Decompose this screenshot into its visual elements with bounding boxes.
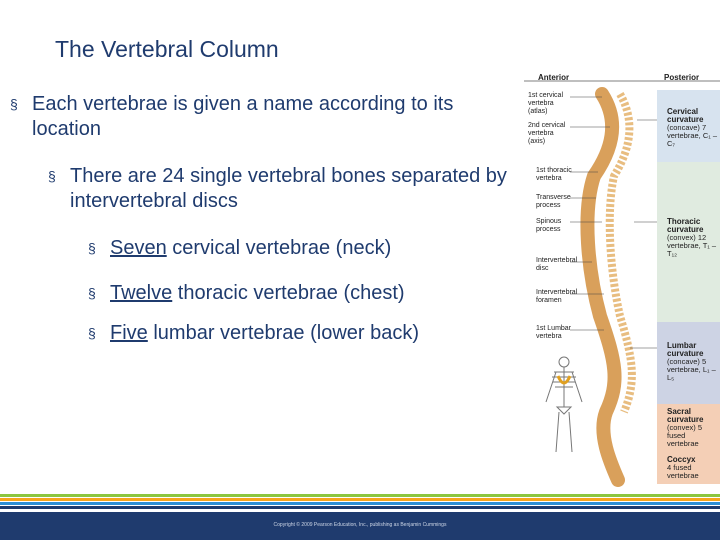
label-spinous-process: Spinous process	[536, 218, 562, 233]
skeleton-icon	[546, 357, 582, 452]
bullet-icon: §	[88, 285, 96, 301]
region-text: thoracic vertebrae (chest)	[172, 282, 405, 304]
bullet-icon: §	[10, 96, 18, 112]
label-lumbar-curvature: Lumbar curvature (concave) 5 vertebrae, L₁ – L₅	[667, 341, 716, 382]
copyright-text: Copyright © 2009 Pearson Education, Inc., publishing as Benjamin Cummings	[273, 522, 447, 528]
slide-title: The Vertebral Column	[55, 36, 279, 62]
label-atlas: 1st cervical vertebra (atlas)	[528, 92, 564, 115]
label-cervical-curvature: Cervical curvature (concave) 7 vertebrae, C₁ – C₇	[667, 107, 718, 148]
label-1st-thoracic: 1st thoracic vertebra	[536, 167, 572, 182]
sub-bullet-cervical	[88, 236, 391, 261]
bullet-text: There are 24 single vertebral bones separated by intervertebral discs	[70, 165, 507, 212]
label-axis: 2nd cervical vertebra (axis)	[528, 122, 566, 145]
sub-bullet-lumbar	[88, 321, 419, 346]
sub-bullet-thoracic	[88, 281, 405, 306]
posterior-label: Posterior	[664, 73, 700, 82]
bullet-vertebra-names	[10, 92, 520, 142]
decorative-stripes	[0, 494, 720, 510]
count-word: Seven	[110, 237, 167, 259]
label-intervertebral-foramen: Intervertebral foramen	[536, 289, 578, 304]
bullet-icon: §	[88, 240, 96, 256]
label-coccyx: Coccyx 4 fused vertebrae	[667, 455, 699, 480]
vertebral-column-figure	[524, 72, 720, 492]
bullet-text: Each vertebrae is given a name according to its location	[32, 93, 454, 140]
footer-bar	[0, 512, 720, 540]
label-1st-lumbar: 1st Lumbar vertebra	[536, 325, 572, 340]
label-sacral-curvature: Sacral curvature (convex) 5 fused vertebrae	[667, 407, 704, 448]
bullet-icon: §	[88, 325, 96, 341]
label-transverse-process: Transverse process	[536, 194, 571, 209]
bullet-icon: §	[48, 168, 56, 184]
region-text: lumbar vertebrae (lower back)	[147, 322, 420, 344]
count-word: Twelve	[110, 282, 173, 304]
label-thoracic-curvature: Thoracic curvature (convex) 12 vertebrae, T₁ – T₁₂	[667, 217, 717, 258]
count-word: Five	[110, 322, 148, 344]
region-text: cervical vertebrae (neck)	[166, 237, 392, 259]
label-intervertebral-disc: Intervertebral disc	[536, 257, 578, 272]
anterior-label: Anterior	[538, 73, 570, 82]
bullet-24-vertebrae	[48, 164, 518, 214]
